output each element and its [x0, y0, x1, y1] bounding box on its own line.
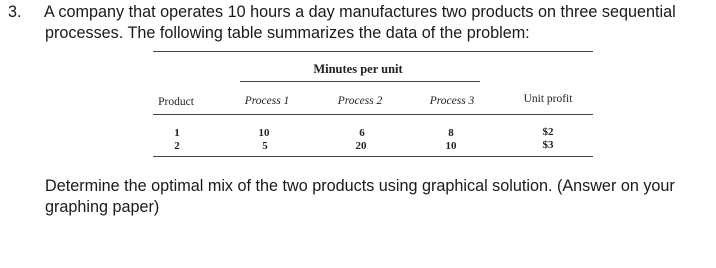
- group-header-rule: [240, 81, 480, 82]
- question-number: 3.: [8, 3, 22, 21]
- row-1-process-2: 6: [359, 127, 365, 139]
- question-line-1-text: A company that operates 10 hours a day manufactures two products on three sequential: [44, 3, 676, 21]
- table-bottom-rule: [153, 156, 593, 157]
- question-line-2: processes. The following table summarizes the data of the problem:: [45, 24, 530, 42]
- column-header-process-2: Process 2: [337, 95, 383, 107]
- row-2-process-1: 5: [262, 140, 268, 152]
- row-1-unit-profit: $2: [542, 126, 554, 138]
- table-top-rule: [153, 51, 593, 52]
- row-1-process-1: 10: [258, 127, 270, 139]
- row-1-process-3: 8: [448, 127, 454, 139]
- row-2-product: 2: [174, 140, 180, 152]
- column-header-process-3: Process 3: [429, 95, 475, 107]
- column-header-process-1: Process 1: [244, 95, 290, 107]
- column-header-unit-profit: Unit profit: [523, 93, 573, 105]
- row-2-unit-profit: $3: [542, 139, 554, 151]
- row-1-product: 1: [174, 127, 180, 139]
- column-header-product: Product: [158, 96, 194, 108]
- instruction-line-1: Determine the optimal mix of the two products using graphical solution. (Answer on your: [45, 177, 675, 195]
- group-header-minutes-per-unit: Minutes per unit: [313, 62, 403, 76]
- row-2-process-3: 10: [445, 140, 457, 152]
- row-2-process-2: 20: [355, 140, 367, 152]
- instruction-line-2: graphing paper): [45, 198, 160, 216]
- header-bottom-rule: [153, 114, 593, 115]
